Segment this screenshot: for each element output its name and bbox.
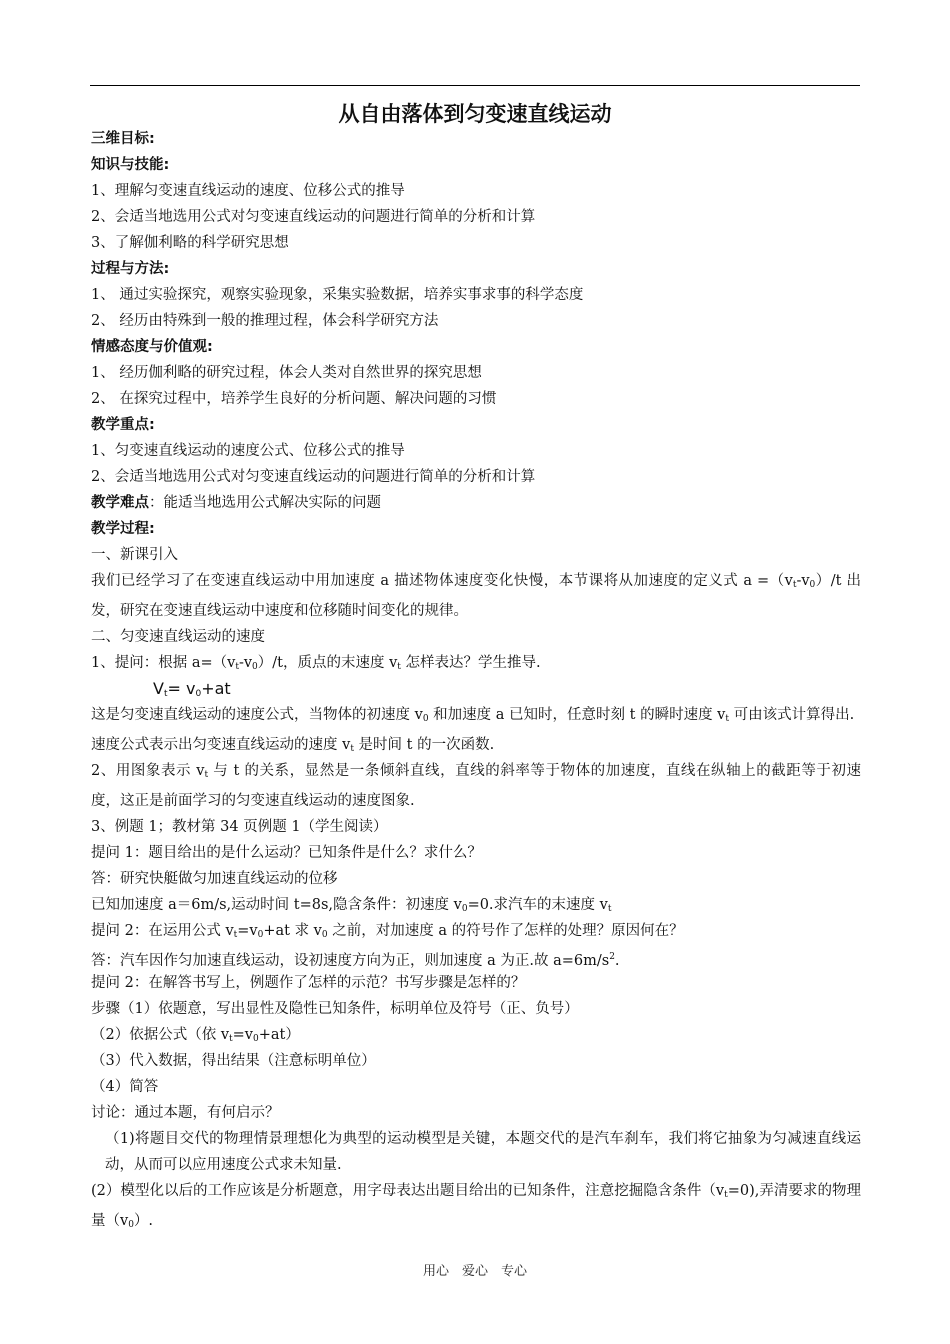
text: （2）依据公式（依 v (91, 1027, 230, 1043)
subscript: 0 (253, 1034, 259, 1044)
text: 这是匀变速直线运动的速度公式，当物体的初速度 v (91, 707, 423, 723)
text-line: 一、新课引入 (91, 547, 178, 563)
text: =v (232, 1027, 253, 1043)
paragraph: （1)将题目交代的物理情景理想化为典型的运动模型是关键，本题交代的是汽车刹车，我们将它抽象为匀减速直线运动，从而可以应用速度公式求未知量. (105, 1131, 861, 1173)
subscript: t (725, 714, 729, 724)
text-line (91, 732, 861, 758)
text: V (153, 679, 164, 698)
document-title: 从自由落体到匀变速直线运动 (338, 102, 612, 126)
section-heading: 教学重点: (91, 417, 155, 433)
text: ）/t 出发，研究在变速直线运动中速度和位移随时间变化的规律。 (91, 573, 861, 619)
text-line: 3、例题 1；教材第 34 页例题 1（学生阅读） (91, 819, 388, 835)
text: 1、提问：根据 a=（v (91, 655, 236, 671)
subscript: t (724, 1190, 728, 1200)
subscript: 0 (321, 930, 328, 940)
text-line: （3）代入数据，得出结果（注意标明单位） (91, 1053, 376, 1069)
subscript: 0 (461, 904, 468, 914)
text-line: 提问 1：题目给出的是什么运动？已知条件是什么？求什么？ (91, 845, 482, 861)
text: 可由该式计算得出. (729, 707, 855, 723)
text-line: 1、 通过实验探究，观察实验现象，采集实验数据，培养实事求事的科学态度 (91, 287, 584, 303)
page-footer: 用心 爱心 专心 (422, 1264, 527, 1279)
text: =0.求汽车的末速度 v (467, 897, 608, 913)
text: 之前，对加速度 a 的符号作了怎样的处理？原因何在？ (327, 923, 684, 939)
subscript: 0 (195, 689, 202, 699)
text-line: 讨论：通过本题，有何启示？ (91, 1105, 280, 1121)
subscript: t (163, 689, 168, 699)
text-line: 二、匀变速直线运动的速度 (91, 629, 265, 645)
text: = v (167, 679, 196, 698)
paragraph (91, 568, 861, 624)
text: ）. (133, 1213, 154, 1229)
text: 是时间 t 的一次函数. (353, 737, 495, 753)
text-line: 答：研究快艇做匀加速直线运动的位移 (91, 871, 338, 887)
subsection-heading: 情感态度与价值观: (91, 339, 213, 355)
text-line: 1、 经历伽利略的研究过程，体会人类对自然世界的探究思想 (91, 365, 482, 381)
text-line (91, 1022, 861, 1048)
header-rule (90, 85, 860, 86)
subscript: 0 (257, 930, 264, 940)
paragraph (91, 1178, 861, 1238)
text: =0),弄清要求的物理量（v (91, 1183, 862, 1229)
subscript: t (397, 662, 401, 672)
text: 怎样表达？学生推导. (400, 655, 541, 671)
superscript: 2 (609, 952, 615, 962)
key-difficulty-line (91, 490, 861, 516)
text-line: 1、匀变速直线运动的速度公式、位移公式的推导 (91, 443, 405, 459)
text: 和加速度 a 已知时，任意时刻 t 的瞬时速度 v (428, 707, 726, 723)
paragraph (91, 702, 861, 732)
text-line: 1、理解匀变速直线运动的速度、位移公式的推导 (91, 183, 405, 199)
label: 教学难点 (91, 495, 149, 511)
text-line: 步骤（1）依题意，写出显性及隐性已知条件，标明单位及符号（正、负号） (91, 1001, 579, 1017)
paragraph (91, 758, 861, 814)
subscript: t (607, 904, 612, 914)
text: . (614, 952, 620, 969)
text: 提问 2：在运用公式 v (91, 923, 234, 939)
text: ：能适当地选用公式解决实际的问题 (149, 495, 381, 511)
text-line: 提问 2：在解答书写上，例题作了怎样的示范？书写步骤是怎样的？ (91, 975, 526, 991)
text-line (91, 892, 861, 918)
text: (2）模型化以后的工作应该是分析题意，用字母表达出题目给出的已知条件，注意挖掘隐含条件（v (91, 1183, 725, 1199)
subscript: t (350, 744, 354, 754)
text: 答：汽车因作匀加速直线运动，设初速度方向为正，则加速度 a 为正.故 a=6m/s (91, 952, 610, 969)
subscript: t (204, 770, 209, 780)
text: 我们已经学习了在变速直线运动中用加速度 a 描述物体速度变化快慢，本节课将从加速度的定义式 a =（v (91, 573, 793, 589)
text-line: 2、 在探究过程中，培养学生良好的分析问题、解决问题的习惯 (91, 391, 497, 407)
text: 速度公式表示出匀变速直线运动的速度 v (91, 737, 351, 753)
subscript: t (233, 930, 238, 940)
text: -v (796, 573, 810, 589)
text: 2、用图象表示 v (91, 763, 205, 779)
text-line (91, 650, 861, 676)
text-line: （4）简答 (91, 1079, 159, 1095)
subscript: t (229, 1034, 233, 1044)
subscript: t (792, 580, 797, 590)
subscript: 0 (252, 662, 258, 672)
text-line (91, 944, 861, 970)
formula (91, 676, 861, 702)
text-line: 2、 经历由特殊到一般的推理过程，体会科学研究方法 (91, 313, 439, 329)
text: 与 t 的关系，显然是一条倾斜直线，直线的斜率等于物体的加速度，直线在纵轴上的截距等于初速度，这正是前面学习的匀变速直线运动的速度图象. (91, 763, 862, 809)
text: =v (237, 923, 258, 939)
text: 已知加速度 a＝6m/s,运动时间 t=8s,隐含条件：初速度 v (91, 897, 462, 913)
text-line: 2、会适当地选用公式对匀变速直线运动的问题进行简单的分析和计算 (91, 469, 536, 485)
subsection-heading: 过程与方法: (91, 261, 170, 277)
text: +at (201, 679, 231, 698)
text-line (91, 918, 861, 944)
text-line: 3、了解伽利略的科学研究思想 (91, 235, 289, 251)
subscript: 0 (422, 714, 429, 724)
text: -v (238, 655, 253, 671)
subscript: 0 (809, 580, 816, 590)
text: +at） (258, 1027, 300, 1043)
section-heading: 教学过程: (91, 521, 155, 537)
document-body (91, 126, 861, 1238)
text: +at 求 v (263, 923, 322, 939)
text-line: 2、会适当地选用公式对匀变速直线运动的问题进行简单的分析和计算 (91, 209, 536, 225)
subscript: t (235, 662, 239, 672)
section-heading: 三维目标: (91, 131, 155, 147)
subsection-heading: 知识与技能: (91, 157, 170, 173)
subscript: 0 (128, 1220, 134, 1230)
text: ）/t，质点的末速度 v (257, 655, 398, 671)
